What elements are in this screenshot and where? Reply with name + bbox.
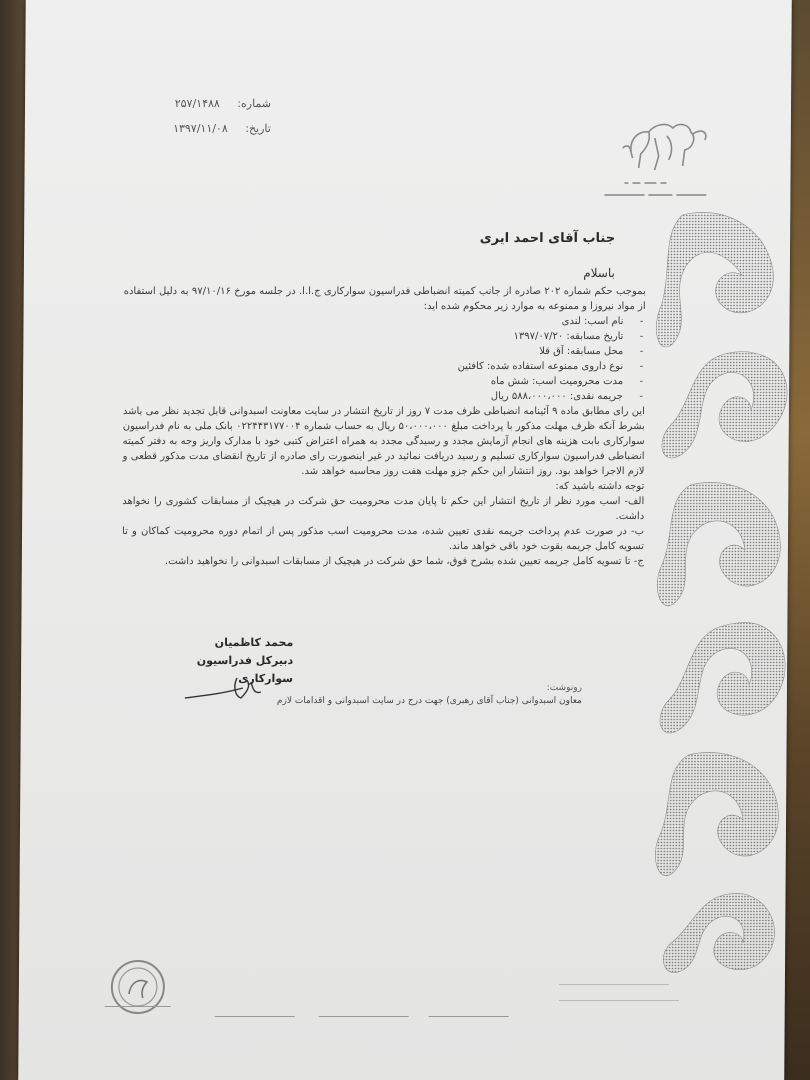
number-value: ۲۵۷/۱۴۸۸ [174,97,220,110]
cc-text: معاون اسبدوانی (جناب آقای رهبری) جهت درج در سایت اسبدوانی و اقدامات لازم [276,696,582,706]
list-item: - مدت محرومیت اسب: شش ماه [123,374,645,389]
footer-divider [319,1016,409,1017]
horse-logo-icon [592,108,728,208]
list-item: - جریمه نقدی: ۵۸۸،۰۰۰،۰۰۰ ریال [123,389,645,404]
list-item: - محل مسابقه: آق قلا [123,344,645,359]
list-item: - نام اسب: لندی [123,314,645,329]
appeal-paragraph: این رای مطابق ماده ۹ آئینامه انضباطی ظرف مدت ۷ روز از تاریخ انتشار در سایت معاونت اسبدوانی قابل تجدید نظر می باشد بشرط آنکه ظرف مهلت مذکور با پرداخت مبلغ ۵۰،۰۰۰،۰۰۰ ریال به حساب شماره ۰۲۲۴۴۳۱۷۷۰۰۴ بانک ملی به نام فدراسیون سوارکاری بابت هزینه های انجام آزمایش مجدد و رسیدگی مجدد به همراه اعتراض کتبی خود با مدارک واریز وجه به دفتر کمیته انضباطی فدراسیون سوارکاری تسلیم و رسید دریافت نمائید در غیر اینصورت رای صادره از تاریخ انقضای مدت مذکور قطعی و لازم الاجرا خواهد بود. روز انتشار این حکم جزو مهلت هفت روز محاسبه خواهد شد. [122,406,645,477]
cc-label: رونوشت: [546,683,583,693]
addressee: جناب آقای احمد ایری [479,231,616,246]
footer-divider [559,1000,679,1001]
number-label: شماره: [237,97,272,110]
intro-paragraph: بموجب حکم شماره ۲۰۲ صادره از جانب کمیته انضباطی فدراسیون سوارکاری ج.ا.ا. در جلسه مورخ ۹۷/۱۰/۱۶ به دلیل استفاده از مواد نیروزا و ممنوعه به موارد زیر محکوم شده اید: [123,286,646,312]
list-item: - نوع داروی ممنوعه استفاده شده: کافئین [123,359,645,374]
footer-divider [215,1016,295,1017]
verdict-list [123,314,646,404]
handwritten-signature [181,668,271,708]
footer-divider [559,984,669,985]
date-label: تاریخ: [245,122,271,135]
signatory-title: دبیرکل فدراسیون سوارکاری [196,654,294,685]
footer-divider [429,1016,509,1017]
letter-page [18,0,792,1080]
note-a: الف- اسب مورد نظر از تاریخ انتشار این حکم تا پایان مدت محرومیت حق شرکت در هیچیک از مسابقات کشوری را نخواهد داشت. [122,496,645,522]
footer-divider [105,1006,171,1007]
greeting: باسلام [583,266,615,280]
note-b: ب- در صورت عدم پرداخت جریمه نقدی تعیین شده، مدت محرومیت اسب مذکور پس از اتمام دوره محرومیت کماکان و تا تسویه کامل جریمه بقوت خود باقی خواهد ماند. [122,526,645,552]
signatory-name: محمد کاظمیان [214,636,294,649]
note-c: ج- تا تسویه کامل جریمه تعیین شده بشرح فوق، شما حق شرکت در هیچیک از مسابقات اسبدوانی را نخواهید داشت. [164,556,644,567]
date-value: ۱۳۹۷/۱۱/۰۸ [173,122,228,135]
ornament-border [647,205,802,975]
note-title: توجه داشته باشید که: [555,481,645,492]
letter-body [122,284,646,569]
letter-number [175,97,271,110]
seal-logo-icon [109,958,167,1016]
letter-date [173,122,271,135]
list-item: - تاریخ مسابقه: ۱۳۹۷/۰۷/۲۰ [123,329,645,344]
